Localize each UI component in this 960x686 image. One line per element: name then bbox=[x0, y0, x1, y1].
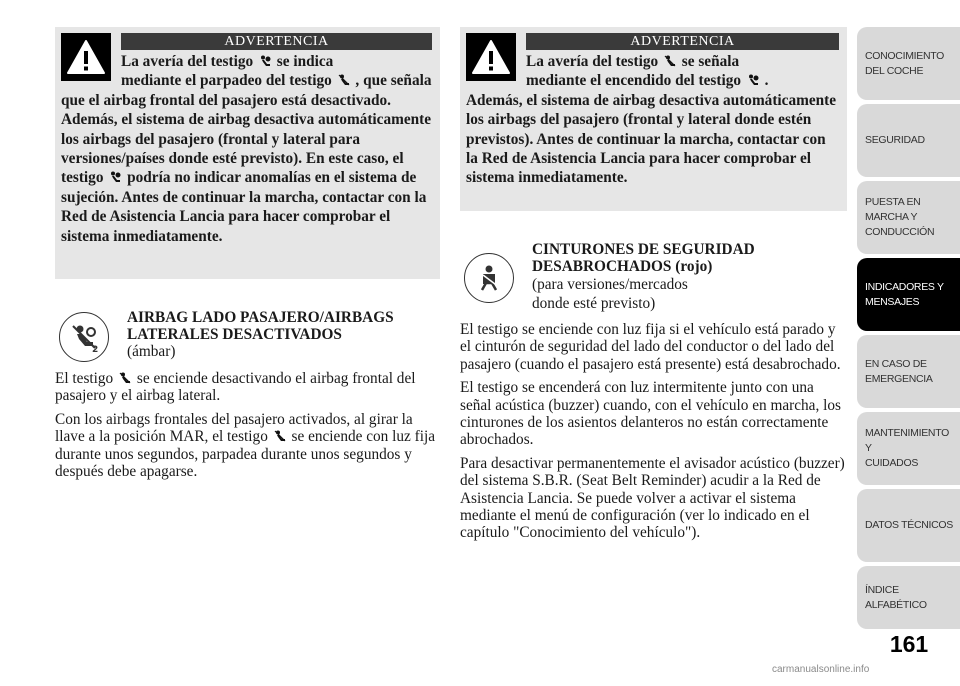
left-column bbox=[55, 27, 440, 486]
paragraph: El testigo se enciende con luz fija si el vehículo está parado y el cinturón de seguridad del lado del conductor o del lado del pasajero (cuando el pasajero está presente) está desabrochado. bbox=[460, 321, 841, 373]
seatbelt-icon bbox=[464, 253, 514, 303]
warning-triangle-icon bbox=[466, 33, 516, 81]
tab-seguridad[interactable]: SEGURIDAD bbox=[857, 104, 960, 177]
paragraph: El testigo se encenderá con luz intermitente junto con una señal acústica (buzzer) cuando, con el vehículo en marcha, los cinturones de los asientos delanteros no están correctamente abrochados. bbox=[460, 379, 841, 449]
warning-title: ADVERTENCIA bbox=[526, 33, 839, 50]
seatbelt-section bbox=[460, 241, 847, 542]
airbag-off-lamp-icon bbox=[59, 312, 109, 362]
airbag-off-icon bbox=[664, 55, 676, 67]
airbag-off-icon bbox=[119, 372, 131, 384]
section-subtitle: donde esté previsto) bbox=[532, 295, 656, 312]
section-color: (ámbar) bbox=[127, 343, 176, 360]
warning-triangle-icon bbox=[61, 33, 111, 81]
section-heading: CINTURONES DE SEGURIDAD DESABROCHADOS (rojo) bbox=[532, 241, 755, 275]
warning-text: La avería del testigo se indica mediante el parpadeo del testigo , que señala que el airbag frontal del pasajero está desactivado. Además, el sistema de airbag desactiva automáticamente los airbags del pasajero (frontal y lateral para versiones/países donde esté previsto). En este caso, el testigo podría no indicar anomalías en el sistema de sujeción. Antes de continuar la marcha, contactar con la Red de Asistencia Lancia para hacer comprobar el sistema inmediatamente. bbox=[61, 53, 432, 245]
tab-datos-tecnicos[interactable]: DATOS TÉCNICOS bbox=[857, 489, 960, 562]
warning-title: ADVERTENCIA bbox=[121, 33, 432, 50]
paragraph: El testigo se enciende desactivando el airbag frontal del pasajero y el airbag lateral. bbox=[55, 370, 416, 405]
airbag-off-icon bbox=[338, 74, 350, 86]
airbag-icon bbox=[259, 55, 271, 67]
warning-box bbox=[460, 27, 847, 211]
warning-box bbox=[55, 27, 440, 279]
tab-conocimiento[interactable]: CONOCIMIENTO DEL COCHE bbox=[857, 27, 960, 100]
section-heading: AIRBAG LADO PASAJERO/AIRBAGS LATERALES DESACTIVADOS bbox=[127, 309, 394, 343]
right-column bbox=[460, 27, 847, 548]
airbag-icon bbox=[109, 171, 121, 183]
paragraph: Con los airbags frontales del pasajero activados, al girar la llave a la posición MAR, el testigo se enciende con luz fija durante unos segundos, parpadea durante unos segundos y después debe apagarse. bbox=[55, 410, 436, 481]
airbag-off-icon bbox=[274, 430, 286, 442]
watermark: carmanualsonline.info bbox=[772, 664, 870, 675]
tab-mantenimiento[interactable]: MANTENIMIENTO Y CUIDADOS bbox=[857, 412, 960, 485]
paragraph: Para desactivar permanentemente el avisador acústico (buzzer) del sistema S.B.R. (Seat Belt Reminder) acudir a la Red de Asistencia Lancia. Se puede volver a activar el sistema mediante el menú de configuración (ver lo indicado en el capítulo "Conocimiento del vehículo"). bbox=[460, 454, 845, 542]
page-number: 161 bbox=[889, 631, 929, 657]
airbag-icon bbox=[747, 74, 759, 86]
tab-indicadores[interactable]: INDICADORES Y MENSAJES bbox=[857, 258, 960, 331]
section-subtitle: (para versiones/mercados bbox=[532, 276, 688, 293]
passenger-airbag-section bbox=[55, 309, 440, 480]
chapter-sidebar bbox=[857, 0, 960, 686]
warning-text: La avería del testigo se señala mediante el encendido del testigo . Además, el sistema de airbag desactiva automáticamente los airbags del pasajero (frontal y lateral donde estén previstos). Antes de continuar la marcha, contactar con la Red de Asistencia Lancia para hacer comprobar el sistema inmediatamente. bbox=[466, 53, 837, 187]
tab-emergencia[interactable]: EN CASO DE EMERGENCIA bbox=[857, 335, 960, 408]
tab-indice[interactable]: ÍNDICE ALFABÉTICO bbox=[857, 566, 960, 629]
tab-puesta-en-marcha[interactable]: PUESTA EN MARCHA Y CONDUCCIÓN bbox=[857, 181, 960, 254]
svg-text:2: 2 bbox=[92, 345, 99, 353]
